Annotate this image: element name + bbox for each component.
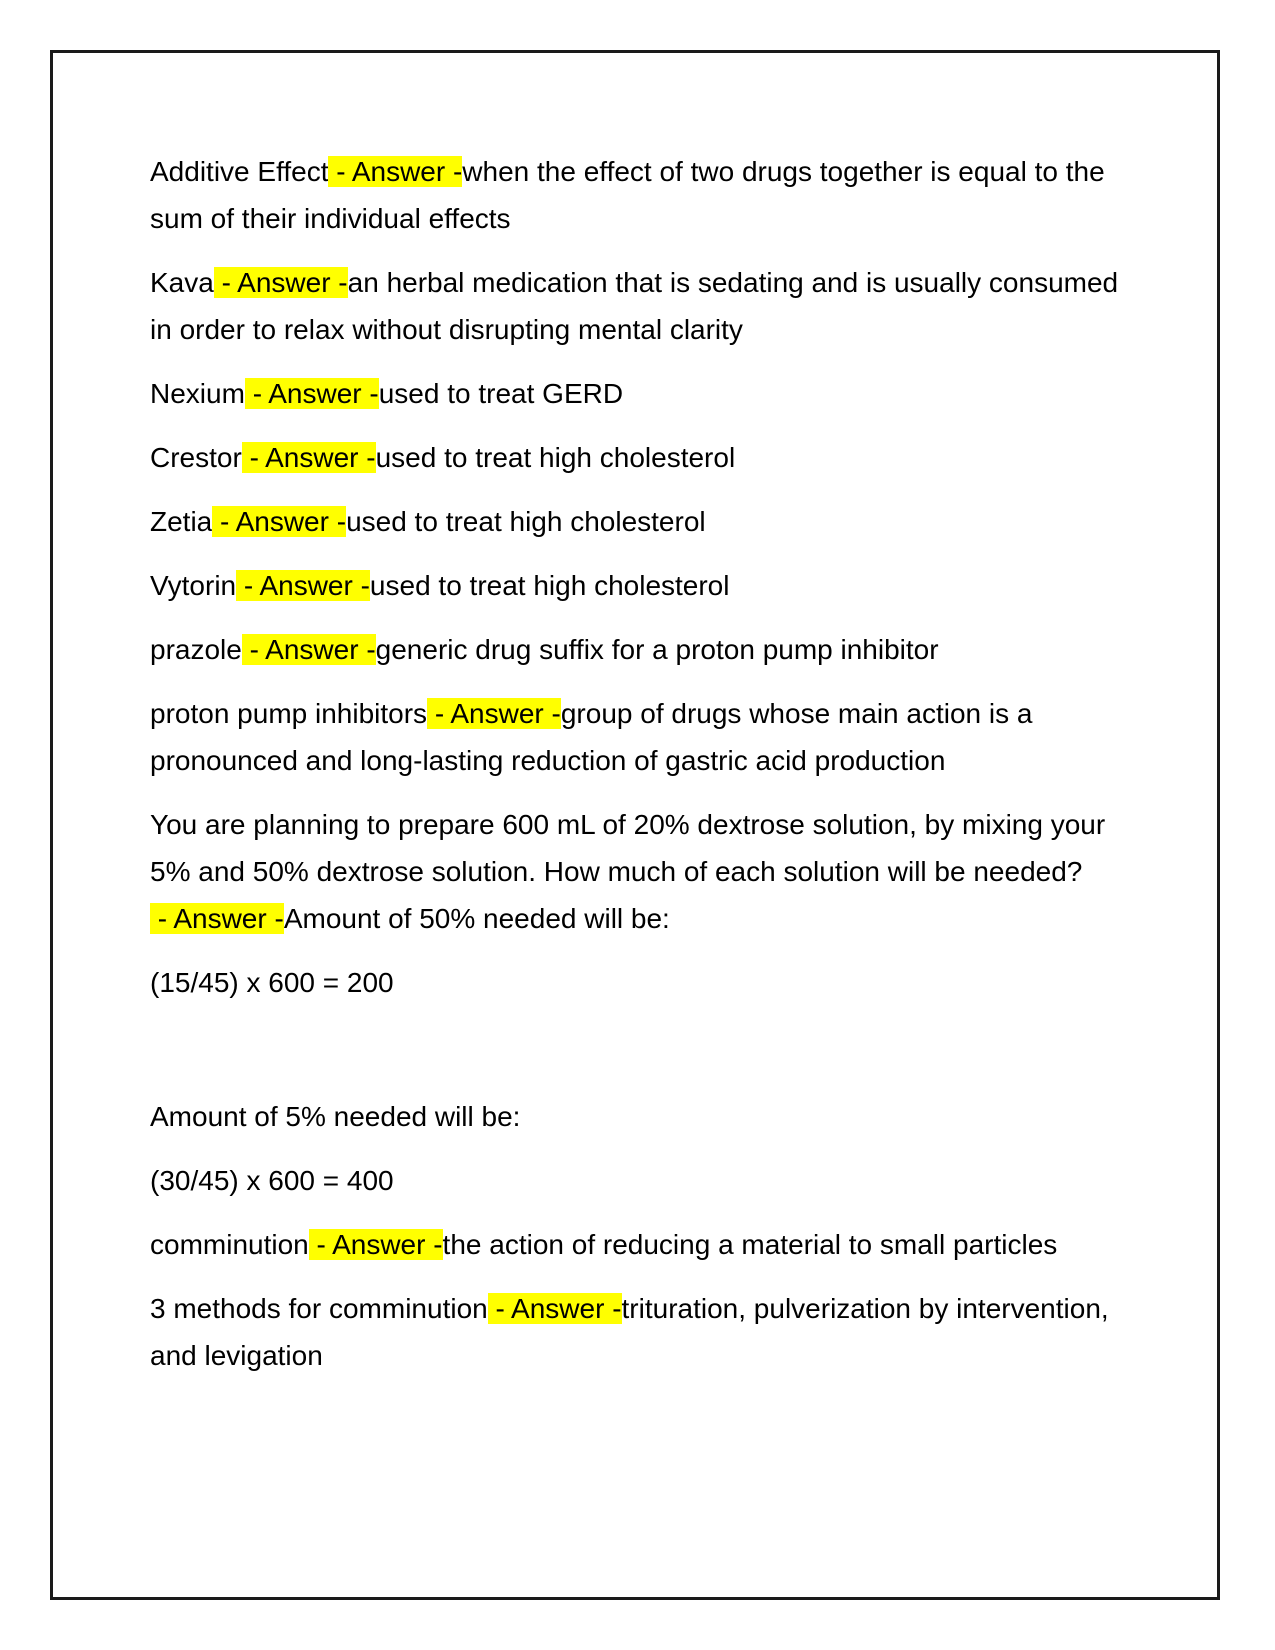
entry-term: You are planning to prepare 600 mL of 20% dextrose solution, by mixing your 5% and 50% dextrose solution. How much of each solution will be needed?: [150, 809, 1106, 887]
entry-term: Kava: [150, 267, 214, 298]
entry-additive-effect: [150, 148, 1130, 242]
entry-term: 3 methods for comminution: [150, 1293, 488, 1324]
entry-crestor: [150, 434, 1130, 481]
entry-definition: when the effect of two drugs together is equal to the sum of their individual effects: [150, 156, 1105, 234]
entry-definition: used to treat high cholesterol: [369, 570, 730, 601]
entry-term: Nexium: [150, 378, 245, 409]
entry-definition: Amount of 50% needed will be:: [283, 903, 670, 934]
entry-kava: [150, 259, 1130, 353]
entry-definition: used to treat high cholesterol: [375, 442, 736, 473]
answer-separator: - Answer -: [487, 1293, 622, 1324]
entry-term: Crestor: [150, 442, 242, 473]
answer-separator: - Answer -: [308, 1229, 443, 1260]
answer-separator: - Answer -: [241, 442, 376, 473]
flashcard-list: [150, 148, 1130, 1396]
entry-definition: the action of reducing a material to small particles: [442, 1229, 1058, 1260]
entry-definition: used to treat high cholesterol: [346, 506, 706, 537]
entry-term: comminution: [150, 1229, 309, 1260]
entry-dextrose-problem: [150, 801, 1130, 942]
entry-term: prazole: [150, 634, 242, 665]
entry-term: proton pump inhibitors: [150, 698, 428, 729]
calc-line-50: (15/45) x 600 = 200: [150, 967, 394, 998]
answer-separator: - Answer -: [213, 267, 348, 298]
entry-comminution-methods: [150, 1285, 1130, 1379]
calc-line-5: (30/45) x 600 = 400: [150, 1165, 394, 1196]
entry-definition: generic drug suffix for a proton pump inhibitor: [375, 634, 939, 665]
answer-separator: - Answer -: [241, 634, 376, 665]
entry-comminution: [150, 1221, 1130, 1268]
entry-vytorin: [150, 562, 1130, 609]
entry-nexium: [150, 370, 1130, 417]
blank-space: [150, 1023, 1130, 1093]
entry-term: Zetia: [150, 506, 213, 537]
calc-heading-5: Amount of 5% needed will be:: [150, 1101, 521, 1132]
entry-term: Vytorin: [150, 570, 237, 601]
entry-term: Additive Effect: [150, 156, 329, 187]
entry-proton-pump-inhibitors: [150, 690, 1130, 784]
entry-definition: an herbal medication that is sedating and is usually consumed in order to relax without disrupting mental clarity: [150, 267, 1119, 345]
answer-separator: - Answer -: [244, 378, 379, 409]
answer-separator: - Answer -: [427, 698, 561, 729]
answer-separator: - Answer -: [150, 903, 284, 934]
answer-separator: - Answer -: [328, 156, 463, 187]
entry-prazole: [150, 626, 1130, 673]
entry-definition: group of drugs whose main action is a pronounced and long-lasting reduction of gastric acid production: [150, 698, 1033, 776]
entry-definition: trituration, pulverization by intervention, and levigation: [150, 1293, 1109, 1371]
entry-definition: used to treat GERD: [378, 378, 624, 409]
entry-zetia: [150, 498, 1130, 545]
answer-separator: - Answer -: [212, 506, 347, 537]
answer-separator: - Answer -: [236, 570, 370, 601]
